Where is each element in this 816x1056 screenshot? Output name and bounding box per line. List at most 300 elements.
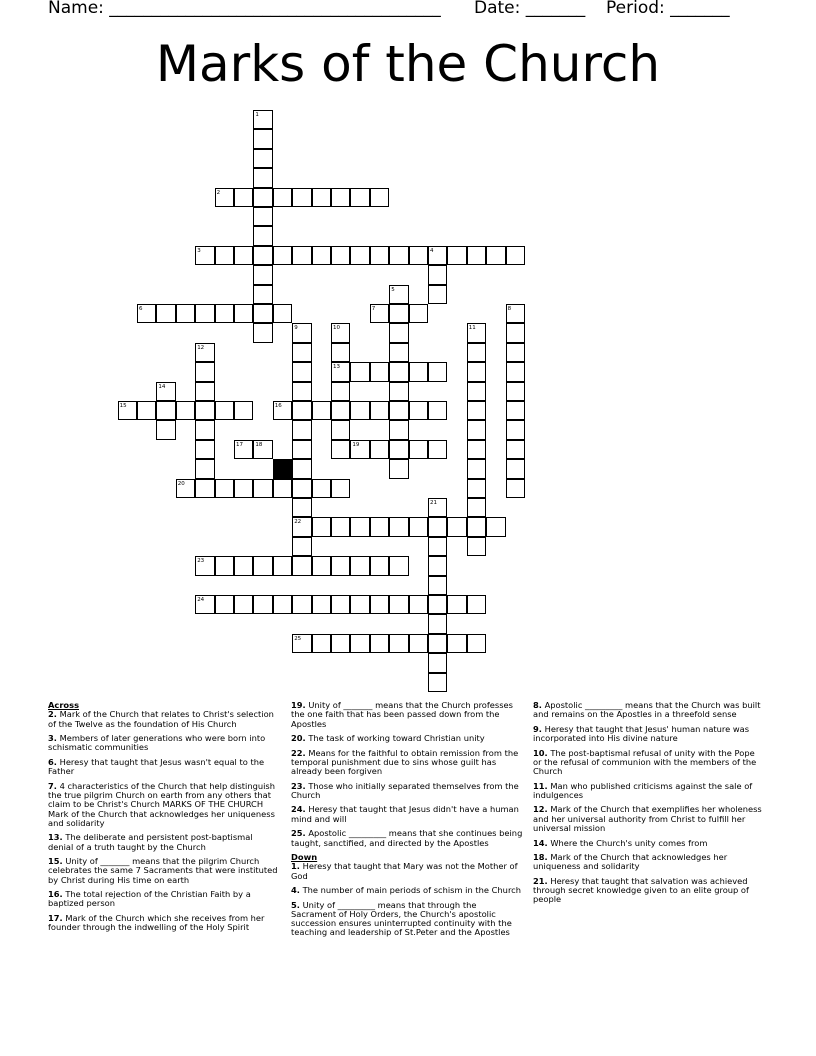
grid-cell[interactable] xyxy=(215,246,234,265)
clue-number-label: 4. xyxy=(291,885,300,896)
grid-cell[interactable] xyxy=(447,634,466,653)
clue-text: The task of working toward Christian unity xyxy=(305,733,485,744)
grid-cell[interactable] xyxy=(447,246,466,265)
down-heading: Down xyxy=(291,851,318,862)
grid-cell[interactable] xyxy=(506,479,525,498)
grid-cell[interactable] xyxy=(292,440,311,459)
grid-cell[interactable] xyxy=(389,634,408,653)
clue-text: Heresy that taught that Jesus didn't have a human mind and will xyxy=(291,804,519,824)
clue-number-label: 8. xyxy=(533,700,542,710)
grid-cell[interactable] xyxy=(467,362,486,381)
grid-cell[interactable] xyxy=(312,595,331,614)
grid-cell[interactable] xyxy=(428,614,447,633)
clue-text: Heresy that taught that salvation was achieved through secret knowledge given to an elite group of people xyxy=(533,875,749,905)
grid-cell[interactable] xyxy=(118,401,137,420)
grid-cell[interactable] xyxy=(467,634,486,653)
grid-cell[interactable] xyxy=(370,440,389,459)
clue-across-22 xyxy=(291,749,523,777)
grid-cell[interactable] xyxy=(331,362,350,381)
clue-number: 15 xyxy=(119,403,127,409)
clue-down-12 xyxy=(533,805,765,833)
clue-number-label: 10. xyxy=(533,747,548,758)
grid-cell[interactable] xyxy=(467,517,486,536)
grid-cell[interactable] xyxy=(253,595,272,614)
clue-across-13 xyxy=(48,833,280,852)
grid-cell[interactable] xyxy=(370,595,389,614)
grid-cell[interactable] xyxy=(312,517,331,536)
clue-text: Unity of _________ means that through the Sacrament of Holy Orders, the Church's apostolic succession ensures uninterrupted continuity with the teaching and leadership of St.Peter and the Apostles xyxy=(291,899,512,938)
clue-text: Mark of the Church that acknowledges her uniqueness and solidarity xyxy=(533,851,728,872)
grid-cell[interactable] xyxy=(350,246,369,265)
clue-number-label: 12. xyxy=(533,804,548,815)
grid-cell[interactable] xyxy=(350,188,369,207)
clue-number-label: 16. xyxy=(48,889,63,900)
clue-number-label: 19. xyxy=(291,700,306,710)
grid-cell[interactable] xyxy=(370,188,389,207)
grid-cell[interactable] xyxy=(389,246,408,265)
grid-cell[interactable] xyxy=(467,420,486,439)
clue-number: 13 xyxy=(333,364,340,371)
clue-text: Members of later generations who were born into schismatic communities xyxy=(48,733,266,753)
clue-number: 6 xyxy=(139,306,143,312)
clue-number: 14 xyxy=(158,383,166,390)
clue-text: Mark of the Church that relates to Christ's selection of the Twelve as the foundation of His Church xyxy=(48,709,274,729)
grid-cell[interactable] xyxy=(506,246,525,265)
clue-down-8 xyxy=(533,701,765,720)
clue-down-14 xyxy=(533,839,765,848)
grid-cell[interactable] xyxy=(467,246,486,265)
grid-cell[interactable] xyxy=(389,440,408,459)
grid-cell[interactable] xyxy=(312,401,331,420)
grid-cell[interactable] xyxy=(409,634,428,653)
clue-number: 3 xyxy=(197,247,201,254)
clue-across-3 xyxy=(48,734,280,753)
grid-cell[interactable] xyxy=(467,440,486,459)
clue-column-1 xyxy=(48,701,280,938)
grid-cell[interactable] xyxy=(350,440,369,459)
grid-cell[interactable] xyxy=(195,479,214,498)
grid-cell[interactable] xyxy=(331,517,350,536)
grid-cell[interactable] xyxy=(506,459,525,478)
clue-across-20 xyxy=(291,734,523,743)
clue-text: Where the Church's unity comes from xyxy=(547,837,708,848)
grid-cell[interactable] xyxy=(350,401,369,420)
grid-cell[interactable] xyxy=(389,285,408,304)
grid-cell[interactable] xyxy=(428,673,447,692)
grid-cell[interactable] xyxy=(176,401,195,420)
grid-cell[interactable] xyxy=(312,479,331,498)
grid-cell[interactable] xyxy=(195,382,214,401)
clue-across-17 xyxy=(48,914,280,933)
clue-number: 18 xyxy=(255,441,263,448)
clue-number-label: 21. xyxy=(533,875,548,886)
grid-cell[interactable] xyxy=(253,110,272,129)
grid-cell[interactable] xyxy=(312,634,331,653)
clue-across-19 xyxy=(291,701,523,729)
grid-cell[interactable] xyxy=(273,556,292,575)
grid-cell[interactable] xyxy=(137,304,156,323)
grid-cell[interactable] xyxy=(467,459,486,478)
grid-cell[interactable] xyxy=(506,382,525,401)
grid-cell[interactable] xyxy=(215,304,234,323)
grid-cell[interactable] xyxy=(467,323,486,342)
grid-cell[interactable] xyxy=(253,129,272,148)
grid-cell[interactable] xyxy=(234,479,253,498)
grid-cell[interactable] xyxy=(312,188,331,207)
grid-cell[interactable] xyxy=(428,246,447,265)
clue-number-label: 23. xyxy=(291,780,306,791)
grid-cell[interactable] xyxy=(428,595,447,614)
name-field[interactable]: Name: _______________________________________ xyxy=(48,0,441,18)
grid-cell[interactable] xyxy=(292,382,311,401)
grid-cell[interactable] xyxy=(292,343,311,362)
grid-cell[interactable] xyxy=(156,420,175,439)
grid-cell[interactable] xyxy=(234,595,253,614)
grid-cell[interactable] xyxy=(428,285,447,304)
grid-cell[interactable] xyxy=(234,440,253,459)
clue-across-16 xyxy=(48,890,280,909)
grid-cell[interactable] xyxy=(428,653,447,672)
grid-cell[interactable] xyxy=(234,304,253,323)
grid-cell[interactable] xyxy=(331,401,350,420)
grid-cell[interactable] xyxy=(467,382,486,401)
student-header xyxy=(48,0,788,20)
grid-cell[interactable] xyxy=(350,362,369,381)
clue-number-label: 13. xyxy=(48,832,63,843)
grid-cell[interactable] xyxy=(350,634,369,653)
clue-across-7 xyxy=(48,782,280,828)
clue-number-label: 3. xyxy=(48,733,57,744)
clue-text: Mark of the Church that exemplifies her wholeness and her universal authority from Christ to fulfill her universal mission xyxy=(533,804,762,834)
clue-number-label: 5. xyxy=(291,899,300,910)
grid-cell[interactable] xyxy=(234,246,253,265)
grid-cell[interactable] xyxy=(215,188,234,207)
grid-cell[interactable] xyxy=(253,285,272,304)
grid-cell[interactable] xyxy=(370,556,389,575)
clue-across-23 xyxy=(291,782,523,801)
grid-cell[interactable] xyxy=(506,401,525,420)
clue-number: 22 xyxy=(294,519,302,526)
grid-cell[interactable] xyxy=(234,188,253,207)
grid-cell[interactable] xyxy=(389,556,408,575)
grid-cell[interactable] xyxy=(506,420,525,439)
grid-cell[interactable] xyxy=(253,304,272,323)
grid-cell[interactable] xyxy=(331,420,350,439)
grid-cell[interactable] xyxy=(253,265,272,284)
clue-down-5 xyxy=(291,901,523,938)
grid-cell[interactable] xyxy=(389,323,408,342)
clue-number-label: 11. xyxy=(533,780,548,791)
grid-cell[interactable] xyxy=(292,420,311,439)
grid-cell[interactable] xyxy=(292,537,311,556)
grid-cell[interactable] xyxy=(389,382,408,401)
grid-cell[interactable] xyxy=(292,498,311,517)
grid-cell[interactable] xyxy=(331,343,350,362)
clue-number: 24 xyxy=(197,597,205,603)
grid-cell[interactable] xyxy=(273,188,292,207)
clue-number: 9 xyxy=(294,325,298,332)
clue-number: 21 xyxy=(430,500,437,506)
grid-cell[interactable] xyxy=(467,537,486,556)
grid-cell[interactable] xyxy=(273,401,292,420)
grid-cell[interactable] xyxy=(370,246,389,265)
grid-cell[interactable] xyxy=(428,634,447,653)
grid-cell[interactable] xyxy=(331,595,350,614)
grid-cell[interactable] xyxy=(350,595,369,614)
clue-down-10 xyxy=(533,749,765,777)
grid-cell[interactable] xyxy=(331,246,350,265)
grid-cell[interactable] xyxy=(428,265,447,284)
clue-number: 4 xyxy=(430,247,434,254)
clue-across-24 xyxy=(291,805,523,824)
clue-text: Unity of _______ means that the pilgrim Church celebrates the same 7 Sacraments that were instituted by Christ during His time on earth xyxy=(48,856,278,885)
clue-number-label: 22. xyxy=(291,747,306,758)
grid-cell[interactable] xyxy=(273,595,292,614)
grid-cell[interactable] xyxy=(428,401,447,420)
grid-cell[interactable] xyxy=(370,362,389,381)
grid-cell[interactable] xyxy=(467,401,486,420)
clue-number-label: 1. xyxy=(291,861,300,872)
grid-cell[interactable] xyxy=(253,440,272,459)
clue-number: 5 xyxy=(391,286,395,293)
grid-cell[interactable] xyxy=(428,362,447,381)
grid-cell[interactable] xyxy=(331,479,350,498)
clue-down-9 xyxy=(533,725,765,744)
grid-cell[interactable] xyxy=(195,401,214,420)
grid-cell[interactable] xyxy=(292,362,311,381)
clue-across-2 xyxy=(48,710,280,729)
clue-text: Man who published criticisms against the sale of indulgences xyxy=(533,780,753,800)
clue-number: 2 xyxy=(216,189,221,196)
clue-number-label: 20. xyxy=(291,733,306,744)
grid-cell[interactable] xyxy=(389,459,408,478)
grid-cell[interactable] xyxy=(428,498,447,517)
grid-cell[interactable] xyxy=(195,556,214,575)
clue-number-label: 17. xyxy=(48,912,63,923)
clue-text: The post-baptismal refusal of unity with the Pope or the refusal of communion with the members of the Church xyxy=(533,747,757,777)
grid-cell[interactable] xyxy=(409,246,428,265)
clue-text: Means for the faithful to obtain remission from the temporal punishment due to sins whose guilt has already been forgiven xyxy=(291,747,519,777)
clue-number-label: 2. xyxy=(48,709,57,720)
clue-column-3 xyxy=(533,701,765,910)
grid-cell[interactable] xyxy=(506,304,525,323)
grid-cell[interactable] xyxy=(486,246,505,265)
page-title: Marks of the Church xyxy=(155,35,661,93)
clue-number: 20 xyxy=(177,480,185,487)
grid-cell[interactable] xyxy=(292,556,311,575)
grid-cell[interactable] xyxy=(273,246,292,265)
clue-number: 19 xyxy=(352,441,360,448)
grid-cell[interactable] xyxy=(195,595,214,614)
clue-across-15 xyxy=(48,857,280,885)
clue-text: Those who initially separated themselves from the Church xyxy=(291,780,519,800)
clue-text: Unity of _______ means that the Church professes the one faith that has been passed down from the Apostles xyxy=(291,700,513,729)
grid-cell[interactable] xyxy=(409,440,428,459)
grid-cell[interactable] xyxy=(312,246,331,265)
grid-cell[interactable] xyxy=(292,479,311,498)
clue-number: 11 xyxy=(468,325,476,332)
grid-cell[interactable] xyxy=(370,634,389,653)
grid-cell[interactable] xyxy=(409,304,428,323)
clue-number: 8 xyxy=(507,306,512,312)
grid-cell[interactable] xyxy=(409,517,428,536)
grid-cell[interactable] xyxy=(389,343,408,362)
clue-text: 4 characteristics of the Church that help distinguish the true pilgrim Church on earth from any others that claim to be Christ's Church MARKS OF THE CHURCH Mark of the Church that acknowledges her uniqueness and solidarity xyxy=(48,780,275,828)
grid-cell[interactable] xyxy=(253,207,272,226)
grid-cell[interactable] xyxy=(312,556,331,575)
clue-text: Heresy that taught that Jesus wasn't equal to the Father xyxy=(48,756,265,777)
grid-cell[interactable] xyxy=(292,517,311,536)
grid-cell[interactable] xyxy=(292,246,311,265)
grid-cell[interactable] xyxy=(389,420,408,439)
grid-cell[interactable] xyxy=(156,401,175,420)
grid-cell[interactable] xyxy=(331,634,350,653)
period-field[interactable]: Period: _______ xyxy=(606,0,730,18)
grid-cell[interactable] xyxy=(156,304,175,323)
grid-cell[interactable] xyxy=(195,362,214,381)
grid-cell[interactable] xyxy=(195,304,214,323)
grid-cell[interactable] xyxy=(389,517,408,536)
grid-cell[interactable] xyxy=(195,246,214,265)
grid-cell[interactable] xyxy=(350,556,369,575)
grid-cell[interactable] xyxy=(506,362,525,381)
grid-cell[interactable] xyxy=(428,556,447,575)
grid-cell[interactable] xyxy=(253,168,272,187)
clue-number-label: 7. xyxy=(48,780,57,791)
grid-cell[interactable] xyxy=(215,401,234,420)
grid-cell[interactable] xyxy=(447,595,466,614)
clue-number-label: 15. xyxy=(48,856,63,867)
grid-cell[interactable] xyxy=(467,479,486,498)
clue-text: The number of main periods of schism in the Church xyxy=(299,885,521,896)
grid-cell[interactable] xyxy=(253,246,272,265)
clue-across-25 xyxy=(291,829,523,848)
clue-number-label: 9. xyxy=(533,723,542,734)
clue-text: Heresy that taught that Mary was not the Mother of God xyxy=(291,861,518,881)
grid-cell[interactable] xyxy=(176,479,195,498)
clue-number: 17 xyxy=(236,441,243,448)
clue-text: Apostolic _________ means that the Church was built and remains on the Apostles in a threefold sense xyxy=(533,700,761,720)
grid-cell[interactable] xyxy=(195,420,214,439)
grid-cell[interactable] xyxy=(195,343,214,362)
grid-cell[interactable] xyxy=(292,323,311,342)
grid-cell[interactable] xyxy=(273,304,292,323)
grid-cell[interactable] xyxy=(370,517,389,536)
grid-cell[interactable] xyxy=(389,362,408,381)
grid-cell[interactable] xyxy=(389,595,408,614)
grid-cell[interactable] xyxy=(428,576,447,595)
clue-number: 12 xyxy=(197,344,205,351)
grid-cell[interactable] xyxy=(331,382,350,401)
grid-cell[interactable] xyxy=(234,401,253,420)
black-square xyxy=(273,459,292,478)
grid-cell[interactable] xyxy=(253,479,272,498)
grid-cell[interactable] xyxy=(292,459,311,478)
grid-cell[interactable] xyxy=(506,440,525,459)
grid-cell[interactable] xyxy=(331,188,350,207)
clue-across-6 xyxy=(48,758,280,777)
grid-cell[interactable] xyxy=(486,517,505,536)
clue-number-label: 6. xyxy=(48,756,57,767)
grid-cell[interactable] xyxy=(389,401,408,420)
clue-text: Mark of the Church which she receives from her founder through the indwelling of the Holy Spirit xyxy=(48,912,265,933)
clue-number-label: 14. xyxy=(533,837,548,848)
grid-cell[interactable] xyxy=(447,517,466,536)
grid-cell[interactable] xyxy=(506,323,525,342)
grid-cell[interactable] xyxy=(370,401,389,420)
clue-down-11 xyxy=(533,782,765,801)
grid-cell[interactable] xyxy=(331,440,350,459)
grid-cell[interactable] xyxy=(195,440,214,459)
date-field[interactable]: Date: _______ xyxy=(474,0,586,18)
grid-cell[interactable] xyxy=(428,440,447,459)
grid-cell[interactable] xyxy=(234,556,253,575)
grid-cell[interactable] xyxy=(253,323,272,342)
grid-cell[interactable] xyxy=(292,595,311,614)
grid-cell[interactable] xyxy=(409,362,428,381)
clue-text: The deliberate and persistent post-baptismal denial of a truth taught by the Church xyxy=(48,832,253,852)
grid-cell[interactable] xyxy=(215,479,234,498)
clue-text: Heresy that taught that Jesus' human nature was incorporated into His divine nature xyxy=(533,723,750,744)
across-heading: Across xyxy=(48,700,80,710)
grid-cell[interactable] xyxy=(467,343,486,362)
grid-cell[interactable] xyxy=(215,556,234,575)
grid-cell[interactable] xyxy=(409,401,428,420)
clue-number-label: 25. xyxy=(291,828,306,839)
grid-cell[interactable] xyxy=(389,304,408,323)
grid-cell[interactable] xyxy=(467,498,486,517)
grid-cell[interactable] xyxy=(350,517,369,536)
grid-cell[interactable] xyxy=(292,188,311,207)
grid-cell[interactable] xyxy=(253,226,272,245)
grid-cell[interactable] xyxy=(292,634,311,653)
grid-cell[interactable] xyxy=(370,304,389,323)
grid-cell[interactable] xyxy=(292,401,311,420)
clue-down-18 xyxy=(533,853,765,872)
grid-cell[interactable] xyxy=(331,323,350,342)
clue-number-label: 24. xyxy=(291,804,306,815)
grid-cell[interactable] xyxy=(467,595,486,614)
grid-cell[interactable] xyxy=(253,149,272,168)
clue-down-4 xyxy=(291,886,523,895)
grid-cell[interactable] xyxy=(428,537,447,556)
clue-number: 1 xyxy=(255,112,259,118)
clue-number: 25 xyxy=(294,635,302,642)
grid-cell[interactable] xyxy=(156,382,175,401)
grid-cell[interactable] xyxy=(215,595,234,614)
clue-number: 7 xyxy=(371,306,376,312)
clue-down-21 xyxy=(533,877,765,905)
grid-cell[interactable] xyxy=(137,401,156,420)
grid-cell[interactable] xyxy=(253,556,272,575)
grid-cell[interactable] xyxy=(409,595,428,614)
clue-number: 16 xyxy=(274,403,282,409)
clue-number-label: 18. xyxy=(533,851,548,862)
grid-cell[interactable] xyxy=(428,517,447,536)
clue-text: Apostolic _________ means that she continues being taught, sanctified, and directed by the Apostles xyxy=(291,828,523,848)
grid-cell[interactable] xyxy=(331,556,350,575)
clue-number: 23 xyxy=(197,558,205,565)
clue-number: 10 xyxy=(333,325,340,332)
clue-column-2 xyxy=(291,701,523,943)
clue-text: The total rejection of the Christian Faith by a baptized person xyxy=(48,889,251,909)
grid-cell[interactable] xyxy=(273,479,292,498)
grid-cell[interactable] xyxy=(176,304,195,323)
grid-cell[interactable] xyxy=(506,343,525,362)
clue-down-1 xyxy=(291,862,523,881)
grid-cell[interactable] xyxy=(253,188,272,207)
grid-cell[interactable] xyxy=(195,459,214,478)
